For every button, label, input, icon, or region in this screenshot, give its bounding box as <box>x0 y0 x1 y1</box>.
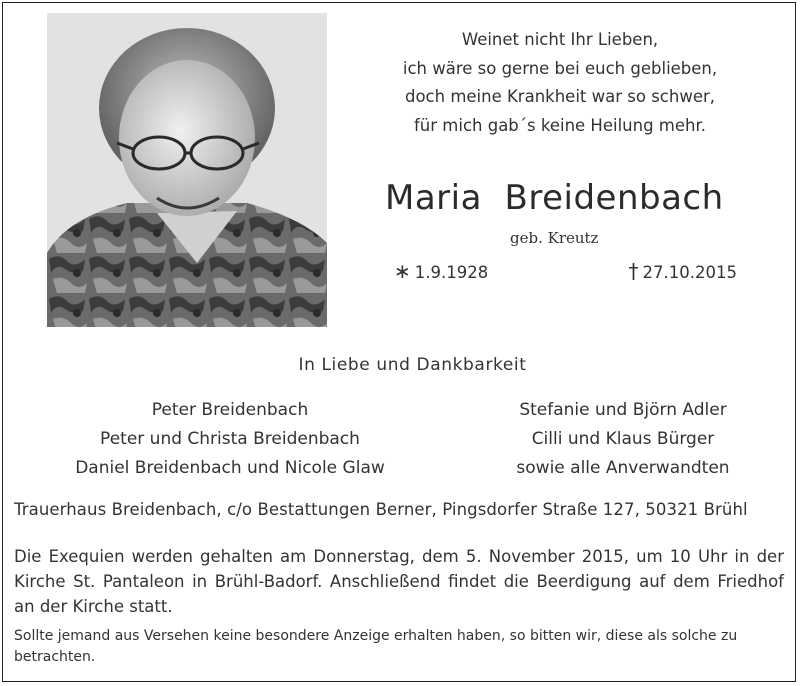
birth-star-icon: ∗ <box>394 259 411 283</box>
mourner-name: Peter und Christa Breidenbach <box>100 429 360 449</box>
mourner-name: Stefanie und Björn Adler <box>519 400 727 420</box>
death-date: 27.10.2015 <box>642 263 737 282</box>
poem-line: doch meine Krankheit war so schwer, <box>404 87 715 106</box>
mourners-right <box>443 396 800 483</box>
closing-note: Sollte jemand aus Versehen keine besondere Anzeige erhalten haben, so bitten wir, diese als solche zu betrachten. <box>14 628 738 665</box>
dedication: In Liebe und Dankbarkeit <box>298 355 527 375</box>
birth-date: 1.9.1928 <box>414 263 489 282</box>
maiden-name: geb. Kreutz <box>510 229 599 247</box>
mourner-name: Daniel Breidenbach und Nicole Glaw <box>75 458 385 478</box>
poem <box>360 26 760 140</box>
deceased-name: Maria Breidenbach <box>385 178 724 218</box>
poem-line: Weinet nicht Ihr Lieben, <box>461 30 659 49</box>
death-date-line <box>629 259 737 283</box>
portrait-illustration <box>47 13 327 327</box>
birth-date-line <box>394 259 488 283</box>
funeral-service-info: Die Exequien werden gehalten am Donnerstag, dem 5. November 2015, um 10 Uhr in der Kirche St. Pantaleon in Brühl-Badorf. Anschließend findet die Beerdigung auf dem Friedhof an der Kirche statt. <box>14 547 784 616</box>
mourner-name: sowie alle Anverwandten <box>516 458 730 478</box>
portrait-photo <box>47 13 327 327</box>
mourner-name: Cilli und Klaus Bürger <box>531 429 715 449</box>
death-cross-icon: † <box>628 259 639 283</box>
poem-line: für mich gab´s keine Heilung mehr. <box>414 115 706 135</box>
mourners-left <box>40 396 420 483</box>
poem-line: ich wäre so gerne bei euch geblieben, <box>402 58 718 78</box>
mourner-name: Peter Breidenbach <box>151 400 309 420</box>
mourning-house-address: Trauerhaus Breidenbach, c/o Bestattungen Berner, Pingsdorfer Straße 127, 50321 Brühl <box>14 500 748 519</box>
